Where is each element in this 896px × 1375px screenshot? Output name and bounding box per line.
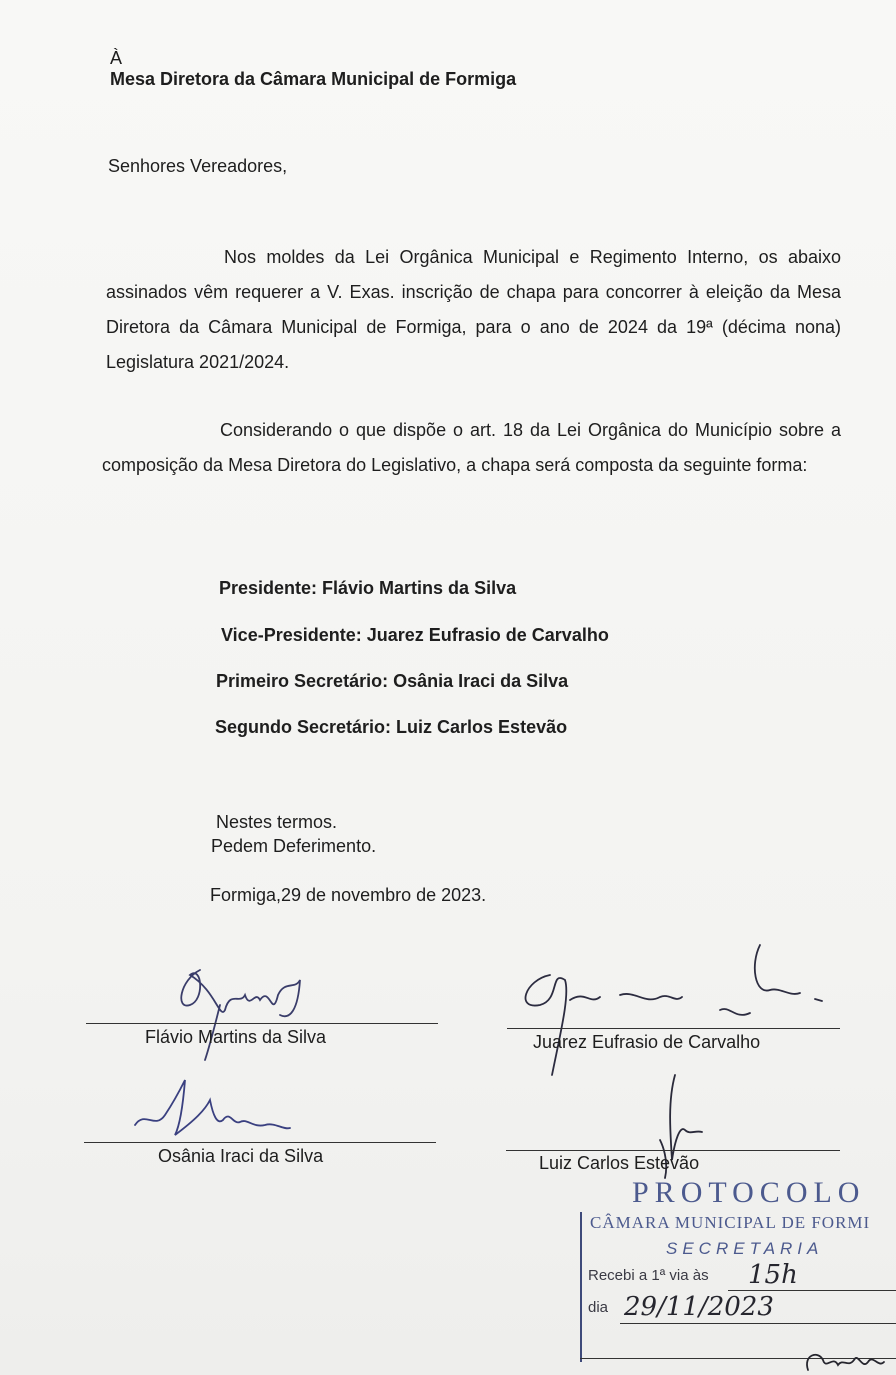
signature-name-juarez: Juarez Eufrasio de Carvalho [533,1032,761,1052]
stamp-day-line [620,1323,896,1324]
stamp-border [580,1212,582,1362]
stamp-title: PROTOCOLO [632,1176,866,1209]
stamp-signature-icon [798,1340,888,1375]
member-segundo-secretario: Segundo Secretário: Luiz Carlos Estevão [215,717,568,737]
paragraph-1-text: Nos moldes da Lei Orgânica Municipal e Regimento Interno, os abaixo assinados vêm requerer a V. Exas. inscrição de chapa para concorrer à eleição da Mesa Diretora da Câmara Municipal de Formiga, para o ano de 2024 da 19ª (décima nona) Legislatura 2021/2024. [106,247,841,372]
addressee-name: Mesa Diretora da Câmara Municipal de Formiga [110,69,517,89]
signature-osania-icon [125,1070,305,1150]
closing-line-1: Nestes termos. [216,812,338,832]
protocol-stamp [568,1168,896,1375]
paragraph-1 [106,240,841,380]
signature-line-flavio [86,1023,438,1024]
place-and-date: Formiga,29 de novembro de 2023. [210,885,487,905]
closing-line-2: Pedem Deferimento. [211,836,377,856]
paragraph-2-text: Considerando o que dispõe o art. 18 da Lei Orgânica do Município sobre a composição da Mesa Diretora do Legislativo, a chapa será composta da seguinte forma: [102,420,841,475]
stamp-received-line [728,1290,896,1291]
stamp-day-label: dia [588,1299,609,1316]
signature-line-juarez [507,1028,840,1029]
signature-name-luiz: Luiz Carlos Estevão [539,1153,700,1173]
signature-name-osania: Osânia Iraci da Silva [158,1146,324,1166]
stamp-day-value: 29/11/2023 [624,1292,774,1322]
paragraph-2 [102,413,841,483]
signature-line-osania [84,1142,436,1143]
signature-name-flavio: Flávio Martins da Silva [145,1027,327,1047]
stamp-section: SECRETARIA [666,1239,824,1258]
member-primeiro-secretario: Primeiro Secretário: Osânia Iraci da Silva [216,671,569,691]
stamp-subtitle: CÂMARA MUNICIPAL DE FORMI [590,1213,871,1232]
addressee-prefix: À [110,48,123,68]
salutation: Senhores Vereadores, [108,156,288,176]
signature-line-luiz [506,1150,840,1151]
stamp-received-label: Recebi a 1ª via às [588,1267,709,1284]
signature-juarez-icon [510,935,830,1085]
stamp-received-time: 15h [748,1260,798,1290]
member-vice-presidente: Vice-Presidente: Juarez Eufrasio de Carvalho [221,625,609,645]
member-presidente: Presidente: Flávio Martins da Silva [219,578,517,598]
